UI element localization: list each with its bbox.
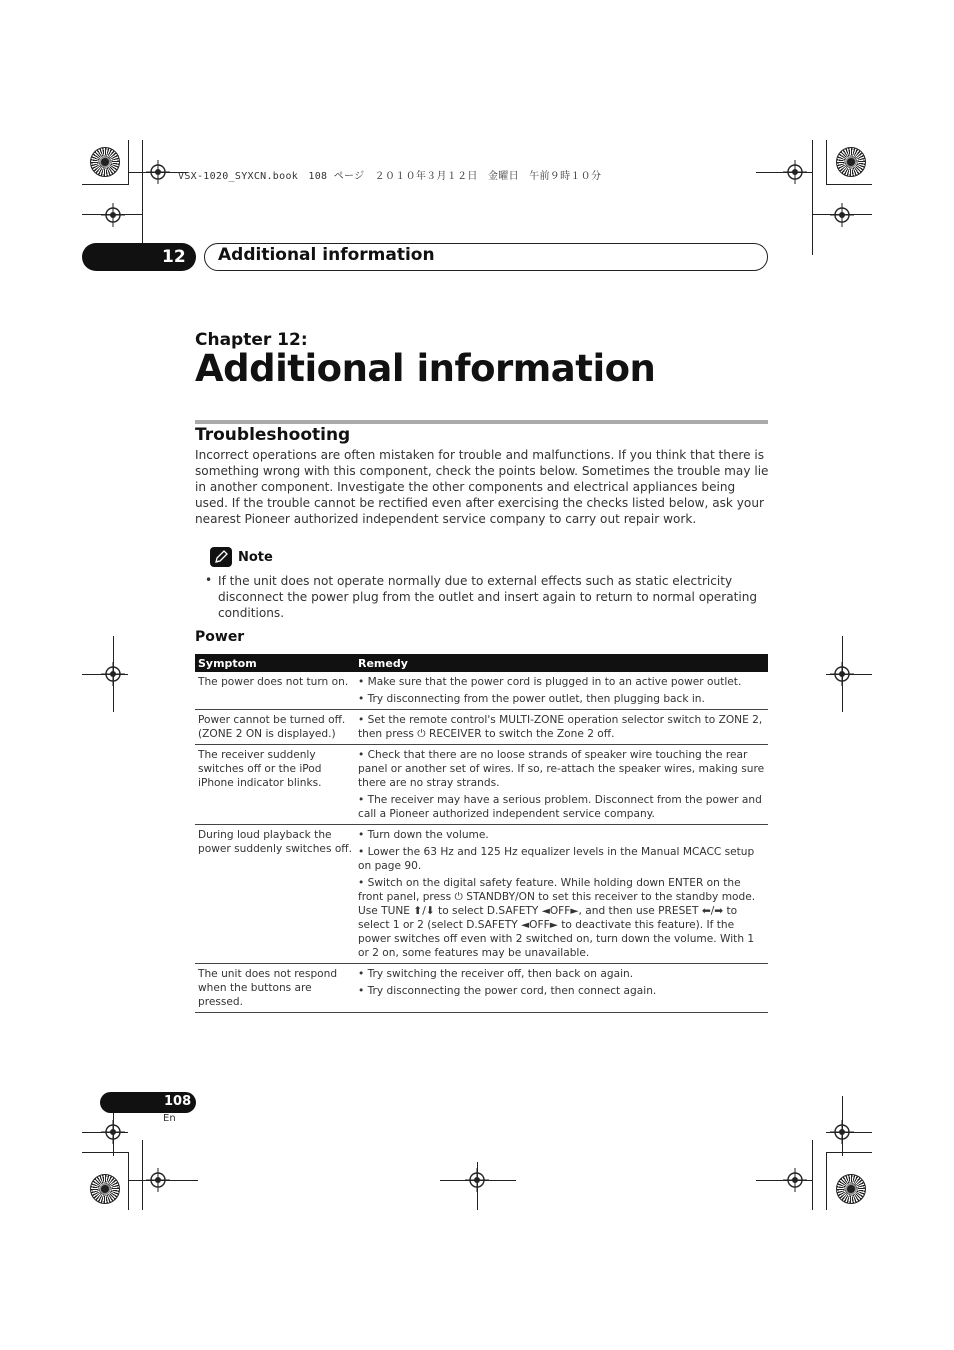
power-troubleshooting-table: [195, 654, 768, 1013]
note-label: Note: [238, 550, 273, 565]
remedy-item: • Try disconnecting the power cord, then connect again.: [358, 985, 657, 997]
language-code: En: [163, 1113, 176, 1124]
remedy-item: • Set the remote control's MULTI-ZONE operation selector switch to ZONE 2, then press ⏻ RECEIVER to switch the Zone 2 off.: [358, 714, 763, 740]
remedy-item: • Lower the 63 Hz and 125 Hz equalizer levels in the Manual MCACC setup on page 90.: [358, 846, 755, 872]
table-header-row: [195, 654, 768, 672]
remedy-cell: [355, 672, 768, 710]
column-header-symptom: Symptom: [195, 654, 355, 672]
registration-sun-icon: [90, 147, 120, 177]
remedy-cell: [355, 964, 768, 1013]
crosshair-icon: [146, 160, 170, 184]
registration-sun-icon: [836, 147, 866, 177]
crosshair-icon: [830, 662, 854, 686]
print-file-line: VSX-1020_SYXCN.book 108 ページ ２０１０年３月１２日 金曜日 午前９時１０分: [178, 171, 602, 182]
running-header-title: Additional information: [218, 245, 435, 265]
chapter-title: Additional information: [195, 347, 656, 390]
crosshair-icon: [101, 203, 125, 227]
crosshair-icon: [783, 1168, 807, 1192]
remedy-item: • Try switching the receiver off, then back on again.: [358, 968, 634, 980]
crosshair-icon: [101, 1120, 125, 1144]
table-row: [195, 710, 768, 745]
chapter-number-badge: [82, 243, 196, 271]
symptom-cell: The power does not turn on.: [195, 672, 355, 710]
section-title: Troubleshooting: [195, 425, 351, 445]
crosshair-icon: [101, 662, 125, 686]
remedy-item: • Turn down the volume.: [358, 829, 489, 841]
intro-paragraph: Incorrect operations are often mistaken for trouble and malfunctions. If you think that there is something wrong with this component, check the points below. Sometimes the trouble may lie in another component. Investigate the other components and electrical appliances being used. If the trouble cannot be rectified even after exercising the checks listed below, ask your nearest Pioneer authorized independent service company to carry out repair work.: [195, 448, 769, 526]
crosshair-icon: [830, 1120, 854, 1144]
chapter-label: Chapter 12:: [195, 330, 308, 350]
symptom-cell: Power cannot be turned off. (ZONE 2 ON is displayed.): [195, 710, 355, 745]
crosshair-icon: [465, 1168, 489, 1192]
section-divider: [195, 420, 768, 424]
crosshair-icon: [830, 203, 854, 227]
chapter-number: 12: [162, 247, 186, 267]
note-bullet: •: [205, 573, 213, 587]
registration-sun-icon: [836, 1174, 866, 1204]
column-header-remedy: Remedy: [355, 654, 768, 672]
remedy-cell: [355, 745, 768, 825]
symptom-cell: During loud playback the power suddenly switches off.: [195, 825, 355, 964]
page-number: 108: [164, 1094, 192, 1109]
table-row: [195, 825, 768, 964]
remedy-item: • Try disconnecting from the power outlet, then plugging back in.: [358, 693, 705, 705]
remedy-cell: [355, 825, 768, 964]
remedy-item: • Check that there are no loose strands of speaker wire touching the rear panel or another set of wires. If so, re-attach the speaker wires, making sure there are no stray strands.: [358, 749, 765, 789]
table-row: [195, 964, 768, 1013]
pencil-note-icon: [210, 547, 232, 567]
power-subheading: Power: [195, 629, 245, 645]
symptom-cell: The unit does not respond when the buttons are pressed.: [195, 964, 355, 1013]
table-row: [195, 745, 768, 825]
note-text: If the unit does not operate normally due to external effects such as static electricity disconnect the power plug from the outlet and insert again to return to normal operating conditions.: [218, 574, 758, 620]
crosshair-icon: [783, 160, 807, 184]
remedy-item: • Switch on the digital safety feature. While holding down ENTER on the front panel, press ⏻ STANDBY/ON to set this receiver to the standby mode. Use TUNE ⬆/⬇ to select D.SAFETY ◄OFF►, and then use PRESET ⬅/➡ to select 1 or 2 (select D.SAFETY ◄OFF► to deactivate this feature). If the power switches off even with 2 switched on, turn down the volume. With 1 or 2 on, some features may be unavailable.: [358, 877, 756, 959]
remedy-item: • The receiver may have a serious problem. Disconnect from the power and call a Pioneer authorized independent service company.: [358, 794, 762, 820]
page-number-badge: [100, 1092, 196, 1113]
remedy-item: • Make sure that the power cord is plugged in to an active power outlet.: [358, 676, 742, 688]
crosshair-icon: [146, 1168, 170, 1192]
table-row: [195, 672, 768, 710]
remedy-cell: [355, 710, 768, 745]
symptom-cell: The receiver suddenly switches off or the iPod iPhone indicator blinks.: [195, 745, 355, 825]
registration-sun-icon: [90, 1174, 120, 1204]
